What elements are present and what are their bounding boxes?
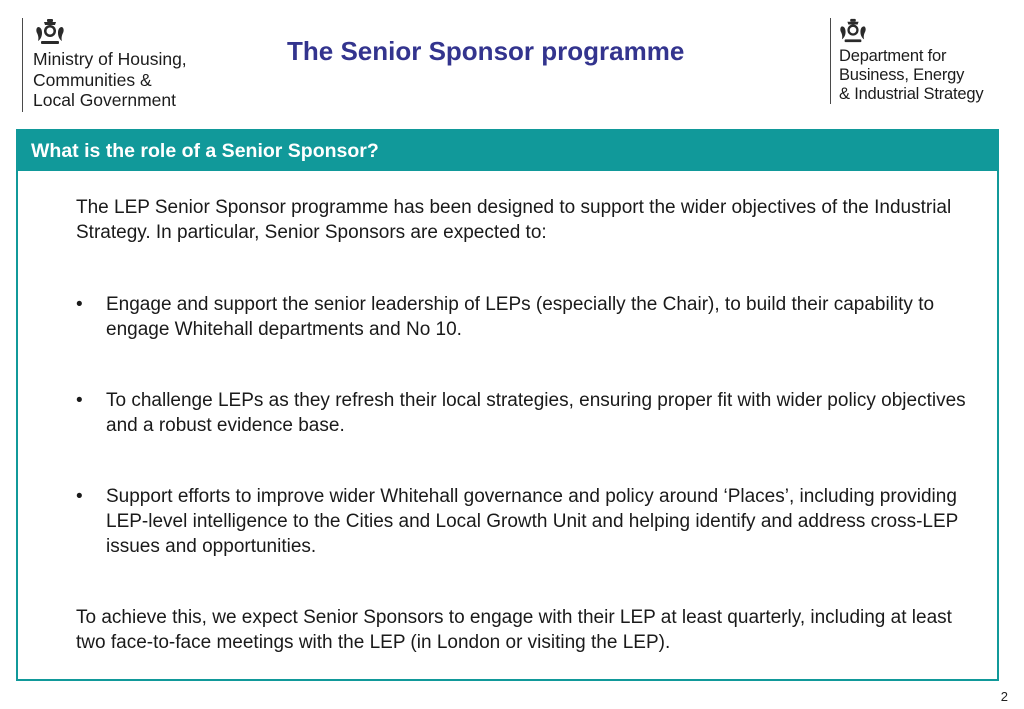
left-logo-line-2: Communities & — [33, 69, 152, 90]
page-number: 2 — [1000, 689, 1008, 704]
left-logo-line-1: Ministry of Housing, — [33, 49, 187, 69]
mhclg-logo — [22, 18, 187, 112]
left-logo-line-3: Local Government — [33, 90, 176, 110]
intro-paragraph: The LEP Senior Sponsor programme has been designed to support the wider objectives of the Industrial Strategy. In particular, Senior Sponsors are expected to: — [76, 197, 952, 243]
right-logo-line-1: Department for — [839, 47, 947, 65]
right-logo-line-2: Business, Energy — [839, 66, 965, 84]
panel-header — [18, 131, 997, 171]
bullet-item — [76, 484, 981, 559]
bullet-item — [76, 292, 981, 342]
bullet-marker: • — [76, 486, 83, 507]
content-panel — [16, 129, 999, 681]
bullet-text: Engage and support the senior leadership of LEPs (especially the Chair), to build their capability to engage Whitehall departments and No 10. — [106, 294, 935, 340]
slide-title: The Senior Sponsor programme — [287, 36, 685, 66]
panel-body — [76, 195, 981, 655]
bullet-marker: • — [76, 390, 83, 411]
bullet-text: Support efforts to improve wider Whitehall governance and policy around ‘Places’, including providing LEP-level intelligence to the Cities and Local Growth Unit and helping identify and address cross-LEP issues and opportunities. — [106, 486, 958, 557]
panel-heading: What is the role of a Senior Sponsor? — [31, 139, 379, 162]
royal-crest-icon — [839, 18, 867, 44]
bullet-text: To challenge LEPs as they refresh their local strategies, ensuring proper fit with wider policy objectives and a robust evidence base. — [106, 390, 966, 436]
closing-paragraph: To achieve this, we expect Senior Sponsors to engage with their LEP at least quarterly, including at least two face-to-face meetings with the LEP (in London or visiting the LEP). — [76, 607, 952, 653]
royal-crest-icon — [35, 18, 65, 46]
right-logo-line-3: & Industrial Strategy — [839, 85, 984, 103]
beis-logo — [830, 18, 983, 104]
bullet-item — [76, 388, 981, 438]
bullet-marker: • — [76, 294, 83, 315]
